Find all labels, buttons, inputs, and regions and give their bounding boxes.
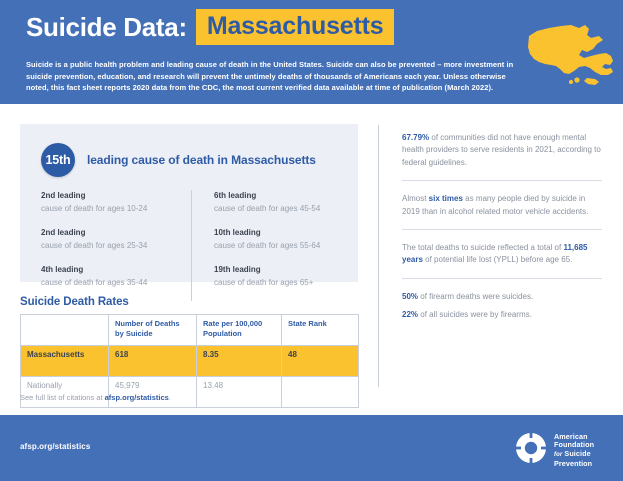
table-row xyxy=(21,346,359,377)
stat-item-alcohol-comparison xyxy=(402,180,602,229)
table-header-row xyxy=(21,315,359,346)
column-header-blank xyxy=(21,315,109,346)
table-title: Suicide Death Rates xyxy=(20,296,129,308)
row-rate: 8.35 xyxy=(197,346,282,377)
stat-item-firearms xyxy=(402,278,602,322)
age-group-rank: 10th leading xyxy=(214,228,261,237)
life-preserver-ring-icon xyxy=(515,432,547,469)
afsp-logo-text xyxy=(554,433,594,468)
stat-text: of communities did not have enough mental health providers to serve residents in 2021, according to federal guidelines. xyxy=(402,133,601,167)
stat-text: of potential life lost (YPLL) before age 65. xyxy=(422,255,573,265)
stat-item-providers xyxy=(402,132,602,180)
stat-line-firearm-deaths xyxy=(402,291,602,303)
rank-label: leading cause of death in Massachusetts xyxy=(87,153,316,167)
stat-text: Almost xyxy=(402,194,429,204)
column-header-rank: State Rank xyxy=(282,315,359,346)
footer-url[interactable]: afsp.org/statistics xyxy=(20,442,91,451)
page-title: Suicide Data: xyxy=(26,12,187,42)
statistics-list xyxy=(402,132,602,328)
age-group-desc: cause of death for ages 10-24 xyxy=(41,204,148,213)
stat-value: 50% xyxy=(402,291,419,301)
age-group-grid xyxy=(41,190,341,301)
state-rank-headline xyxy=(41,143,316,177)
age-group-desc: cause of death for ages 25-34 xyxy=(41,241,148,250)
stat-text: The total deaths to suicide reflected a total of xyxy=(402,243,564,253)
stat-value: 67.79% xyxy=(402,133,430,142)
logo-for-word: for xyxy=(554,452,563,458)
row-deaths: 618 xyxy=(109,346,197,377)
row-label: Massachusetts xyxy=(21,346,109,377)
age-group-desc: cause of death for ages 55-64 xyxy=(214,241,321,250)
stat-value: 11,685 years xyxy=(402,243,588,265)
stat-line-suicides-by-firearm xyxy=(402,309,602,321)
age-group-rank: 4th leading xyxy=(41,265,84,274)
leading-cause-panel xyxy=(20,124,358,287)
state-name-badge: Massachusetts xyxy=(196,9,395,45)
age-group-item xyxy=(41,190,191,227)
stat-text: of all suicides were by firearms. xyxy=(418,310,532,320)
logo-line-1: American xyxy=(554,431,588,441)
citation-prefix: See full list of citations at xyxy=(20,393,105,402)
row-rank xyxy=(282,377,359,408)
column-divider xyxy=(378,125,379,387)
citation-link[interactable]: afsp.org/statistics xyxy=(104,393,169,402)
row-deaths: 45,979 xyxy=(109,377,197,408)
age-group-desc: cause of death for ages 65+ xyxy=(214,278,314,287)
age-group-rank: 6th leading xyxy=(214,191,257,200)
age-group-desc: cause of death for ages 35-44 xyxy=(41,278,148,287)
logo-line-4: Prevention xyxy=(554,458,593,468)
stat-value: six times xyxy=(428,194,463,204)
age-group-item xyxy=(191,227,341,264)
age-group-item xyxy=(191,190,341,227)
row-rate: 13.48 xyxy=(197,377,282,408)
row-rank: 48 xyxy=(282,346,359,377)
citation-note xyxy=(20,392,171,403)
header-title-row xyxy=(26,9,394,45)
afsp-logo xyxy=(515,432,594,469)
age-group-rank: 2nd leading xyxy=(41,191,86,200)
header-description: Suicide is a public health problem and leading cause of death in the United States. Suicide can also be prevented – more investment in suicide prevention, education, and research will prevent the untimely deaths of thousands of Americans each year. Unless otherwise noted, this fact sheet reports 2020 data from the CDC, the most current verified data available at time of publication (March 2022). xyxy=(26,60,514,93)
age-group-desc: cause of death for ages 45-54 xyxy=(214,204,321,213)
footer-bar xyxy=(0,415,623,481)
stat-value: 22% xyxy=(402,310,419,320)
logo-line-2: Foundation xyxy=(554,440,595,450)
citation-suffix: . xyxy=(168,393,171,402)
age-group-item xyxy=(191,264,341,301)
age-group-rank: 2nd leading xyxy=(41,228,86,237)
stat-text: of firearm deaths were suicides. xyxy=(418,291,534,301)
massachusetts-state-map-icon xyxy=(527,22,619,93)
column-header-rate: Rate per 100,000 Population xyxy=(197,315,282,346)
age-group-item xyxy=(41,227,191,264)
header-banner xyxy=(0,0,623,104)
column-header-deaths: Number of Deaths by Suicide xyxy=(109,315,197,346)
rank-badge: 15th xyxy=(41,143,75,177)
stat-item-ypll xyxy=(402,229,602,278)
logo-suicide-word: Suicide xyxy=(564,449,591,458)
age-group-rank: 19th leading xyxy=(214,265,261,274)
stat-text: as many people died by suicide in 2019 than in alcohol related motor vehicle accidents. xyxy=(402,194,589,216)
row-label: Nationally xyxy=(21,377,109,408)
